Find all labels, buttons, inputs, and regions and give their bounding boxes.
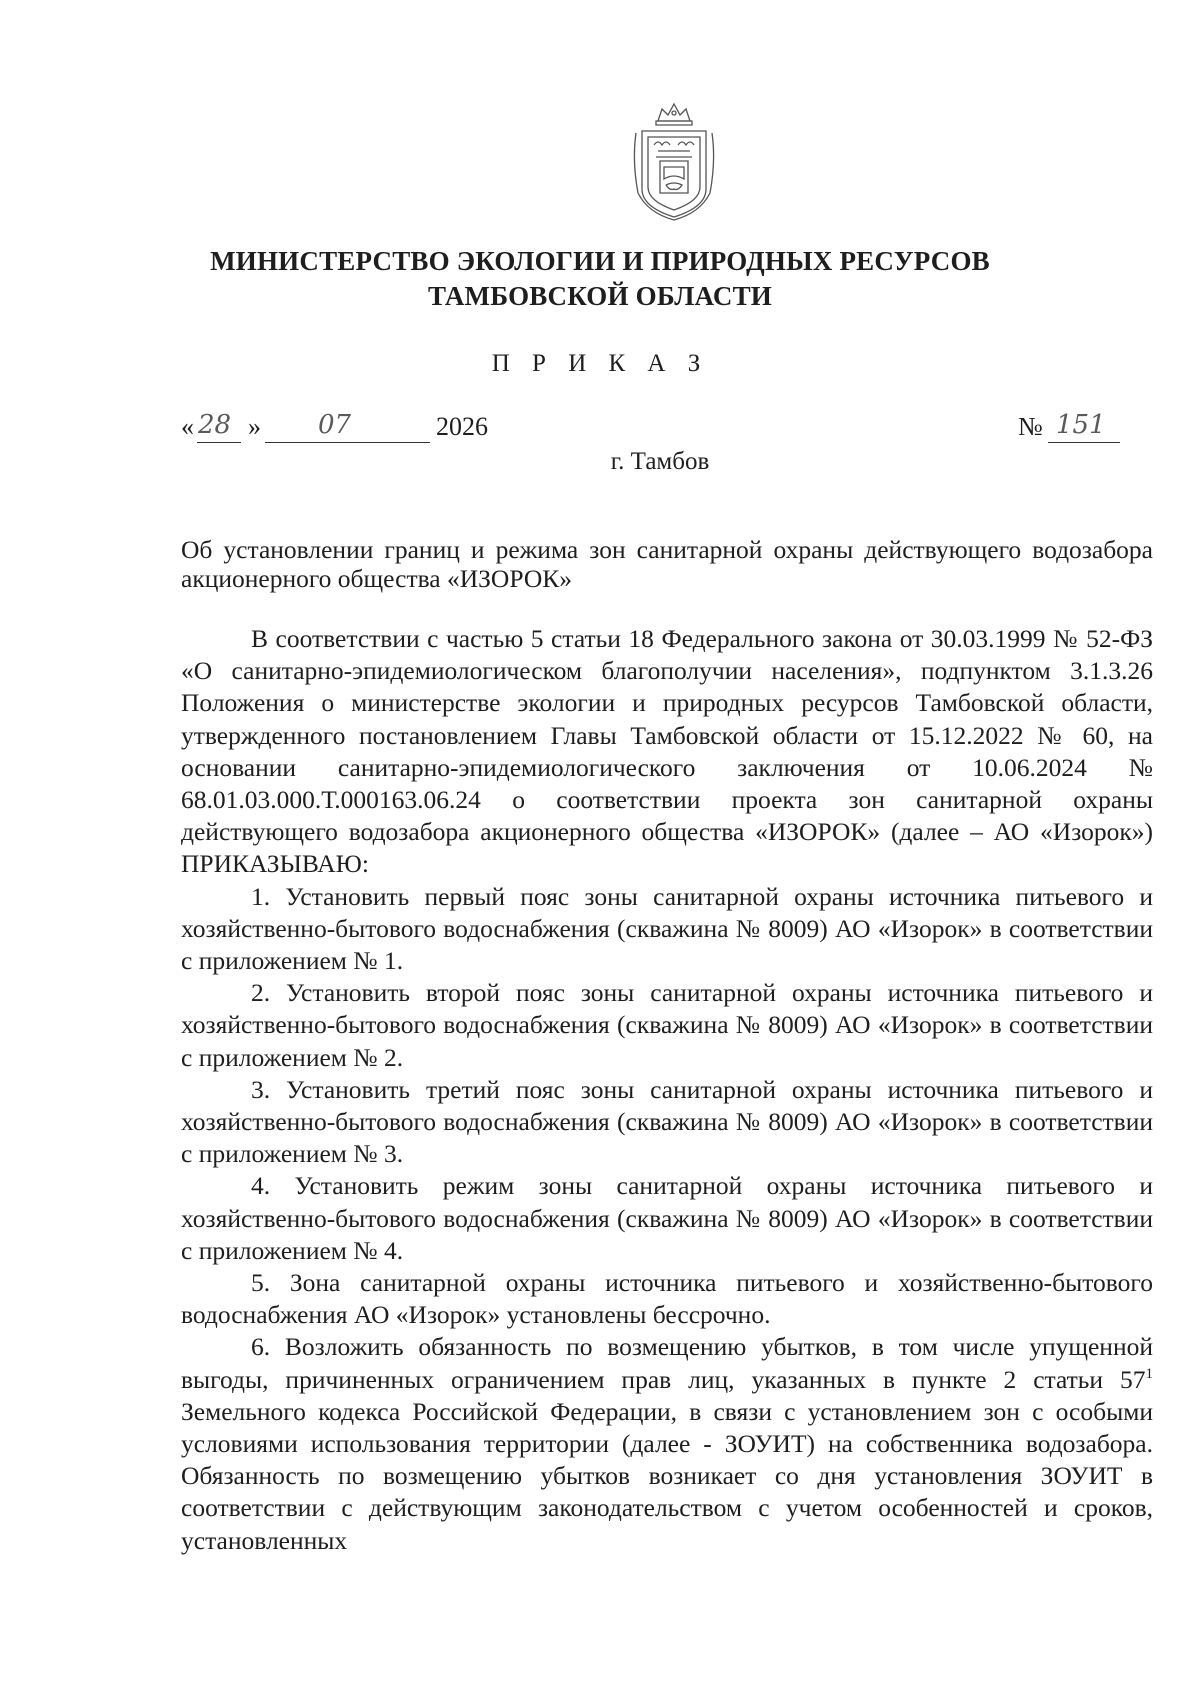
item-2-paragraph: 2. Установить второй пояс зоны санитарной охраны источника питьевого и хозяйственно-бытового водоснабжения (скважина № 8009) АО «Изорок» в соответствии с приложением № 2. (181, 978, 1153, 1072)
ministry-name-line1: МИНИСТЕРСТВО ЭКОЛОГИИ И ПРИРОДНЫХ РЕСУРСОВ (210, 246, 990, 276)
item-6-superscript: 1 (1145, 1365, 1153, 1382)
order-body (181, 623, 1153, 1557)
date-open-quote: « (181, 412, 194, 441)
item-1-paragraph: 1. Установить первый пояс зоны санитарной охраны источника питьевого и хозяйственно-бытового водоснабжения (скважина № 8009) АО «Изорок» в соответствии с приложением № 1. (181, 881, 1153, 976)
item-4-paragraph: 4. Установить режим зоны санитарной охраны источника питьевого и хозяйственно-бытового водоснабжения (скважина № 8009) АО «Изорок» в соответствии с приложением № 4. (181, 1171, 1153, 1265)
city-name: г. Тамбов (610, 448, 710, 475)
preamble-paragraph: В соответствии с частью 5 статьи 18 Федерального закона от 30.03.1999 № 52-ФЗ «О санитарно-эпидемиологическом благополучии населения», подпунктом 3.1.3.26 Положения о министерстве экологии и природных ресурсов Тамбовской области, утвержденного постановлением Главы Тамбовской области от 15.12.2022 № 60, на основании санитарно-эпидемиологического заключения от 10.06.2024 № 68.01.03.000.Т.000163.06.24 о соответствии проекта зон санитарной охраны действующего водозабора акционерного общества «ИЗОРОК» (далее – АО «Изорок») ПРИКАЗЫВАЮ: (181, 624, 1153, 879)
item-6-text-part2: Земельного кодекса Российской Федерации, в связи с установлением зон с особыми условиями использования территории (далее - ЗОУИТ) на собственника водозабора. Обязанность по возмещению убытков возникает со дня установления ЗОУИТ в соответствии с действующим законодательством с учетом особенностей и сроков, установленных (181, 1396, 1153, 1555)
date-day-handwritten: 28 (198, 410, 232, 440)
ministry-name-line2: ТАМБОВСКОЙ ОБЛАСТИ (427, 281, 773, 311)
item-6-paragraph (181, 1331, 1153, 1556)
item-3-paragraph: 3. Установить третий пояс зоны санитарной охраны источника питьевого и хозяйственно-бытового водоснабжения (скважина № 8009) АО «Изорок» в соответствии с приложением № 3. (181, 1074, 1153, 1169)
order-number-underline (1048, 442, 1120, 443)
coat-of-arms-emblem (628, 101, 720, 221)
date-close-quote: » (248, 412, 261, 441)
order-number-label: № (1018, 412, 1043, 441)
document-type-title: П Р И К А З (491, 350, 709, 377)
date-day-underline (197, 442, 241, 443)
order-number-handwritten: 151 (1056, 410, 1106, 440)
item-6-text-part1: 6. Возложить обязанность по возмещению убытков, в том числе упущенной выгоды, причиненных ограничением прав лиц, указанных в пункте 2 статьи 57 (181, 1332, 1153, 1394)
date-month-underline (265, 442, 430, 443)
item-5-paragraph: 5. Зона санитарной охраны источника питьевого и хозяйственно-бытового водоснабжения АО «Изорок» установлены бессрочно. (181, 1268, 1153, 1330)
date-month-handwritten: 07 (318, 410, 352, 440)
order-subject: Об установлении границ и режима зон санитарной охраны действующего водозабора акционерного общества «ИЗОРОК» (181, 535, 1153, 593)
date-year: 2026 (436, 412, 488, 441)
